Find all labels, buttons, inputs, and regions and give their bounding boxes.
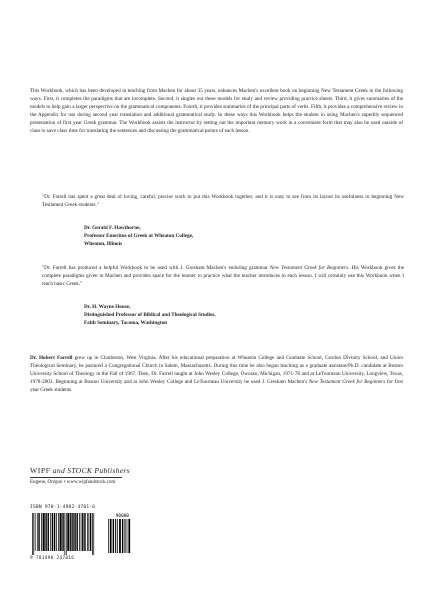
endorser-title: Professor Emeritus of Greek at Wheaton College,	[84, 232, 194, 239]
barcode-graphic	[30, 512, 131, 556]
barcode-addon-bar	[128, 519, 130, 553]
barcode-bar	[84, 513, 85, 551]
barcode-bar	[41, 513, 42, 551]
barcode-bar	[87, 513, 88, 551]
barcode-bar	[76, 513, 77, 551]
barcode-bar	[32, 513, 33, 555]
barcode-bar	[38, 513, 39, 551]
publisher-divider	[30, 477, 122, 478]
endorser-name: Dr. H. Wayne House,	[84, 304, 131, 310]
barcode-bar	[60, 513, 62, 551]
author-name: Dr. Hobert Farrell	[30, 355, 73, 361]
endorsement-attribution-2	[84, 304, 216, 328]
bio-text: grew up in Charleston, West Virginia. After his educational preparation at Wheaton College and Graduate School, Gordon Divinity School, and Union Theological Seminary, he pastured a Congregational Church in Salem, Massachusetts. During this time he also began teaching as a graduate assistant/Ph.D. candidate at Boston University School of Theology in the Fall of 1967. Then, Dr. Farrell taught at John Wesley College, Owosso, Michigan, 1971-78 and at LeTourneau University, Longview, Texas, 1978-2003. Beginning at Boston University and at John Wesley College and LeTourneau University he used J. Gresham Machen's	[30, 355, 403, 385]
barcode-addon-bar	[113, 519, 114, 553]
barcode-bar	[52, 513, 53, 551]
barcode-bar	[58, 513, 59, 551]
barcode-bar	[50, 513, 51, 551]
barcode-bar	[92, 513, 93, 555]
barcode-bar	[43, 513, 45, 551]
barcode-bar	[88, 513, 89, 551]
barcode-bar	[79, 513, 80, 551]
barcode-addon-bar	[110, 519, 112, 553]
barcode-bar	[93, 513, 94, 555]
endorsement-attribution-1	[84, 225, 193, 249]
barcode-bar	[56, 513, 57, 551]
isbn-label: ISBN 978-1-4982-4701-6	[30, 505, 96, 510]
endorsement-quote-1: "Dr. Farrell has spent a great deal of loving, careful, precise work to put this Workbook together, and it is easy to see from its layout its usefulness to beginning New Testament Greek students."	[42, 194, 404, 208]
barcode-bar	[33, 513, 34, 555]
author-bio	[30, 355, 403, 395]
barcode-bar	[66, 513, 67, 555]
barcode-addon-bar	[115, 519, 116, 553]
endorsement-quote-2	[42, 265, 404, 289]
barcode-bar	[72, 513, 73, 551]
barcode-bar	[74, 513, 75, 551]
barcode-bar	[35, 513, 36, 551]
endorser-title: Distinguished Professor of Biblical and Theological Studies,	[84, 311, 216, 318]
barcode-bar	[81, 513, 82, 551]
endorser-place: Faith Seminary, Tacoma, Washington	[84, 319, 168, 326]
barcode-digits: 9 781498 247016	[30, 556, 75, 561]
barcode-bar	[48, 513, 49, 551]
barcode-bar	[82, 513, 83, 551]
endorser-name: Dr. Gerald F. Hawthorne,	[84, 225, 141, 231]
barcode-bar	[90, 513, 91, 551]
publisher-address: Eugene, Oregon • www.wipfandstock.com	[30, 480, 116, 485]
isbn-barcode	[30, 505, 131, 567]
barcode-bar	[70, 513, 71, 551]
quote-text: His Workbook gives the complete paradigms given in Machen and provides space for the learner to practice what the teacher introduces in each lesson. I will certainly use this Workbook when I teach basic Greek."	[42, 265, 405, 287]
barcode-addon-bar	[117, 519, 118, 553]
price-code: 90000	[115, 514, 129, 519]
barcode-bar	[67, 513, 69, 551]
endorser-place: Wheaton, Illinois	[84, 240, 123, 247]
quote-book-title: New Testament Greek for Beginners.	[269, 265, 350, 271]
barcode-bar	[54, 513, 55, 551]
bio-text: for first year Greek students.	[30, 378, 404, 393]
barcode-bar	[45, 513, 46, 551]
barcode-addon-bar	[108, 519, 109, 553]
publisher-name: WIPF and STOCK Publishers	[30, 466, 130, 475]
barcode-addon-bar	[124, 519, 125, 553]
publisher-block	[30, 466, 190, 486]
barcode-addon-bar	[122, 519, 123, 553]
quote-text: "Dr. Farrell has produced a helpful Workbook to be used with J. Gresham Machen's enduring grammar	[42, 265, 270, 271]
barcode-addon-bar	[127, 519, 128, 553]
barcode-bar	[64, 513, 65, 555]
barcode-bar	[37, 513, 38, 551]
book-description: This Workbook, which has been developed in teaching from Machen for about 35 years, enhances Machen's excellent book on beginning New Testament Greek in the following ways. First, it completes the paradigms that are incomplete. Second, it singles out these models for study and review providing practice sheets. Third, it gives summaries of the models to help gain a larger perspective on the grammatical components. Fourth, it provides summaries of the principal parts of verbs. Fifth, it provides a comprehensive review in the Appendix for use during second year translation and additional grammatical study. In these ways this Workbook helps the student in using Machen's superbly sequenced presentation of first year Greek grammar. The Workbook assists the instructor by setting out the important memory work in a convenient form that may also be used outside of class to save class time for translating the sentences and discussing the grammatical points of each lesson.	[30, 88, 403, 134]
barcode-bar	[62, 513, 63, 551]
bio-book-title: New Testament Greek for Beginners	[308, 378, 386, 385]
barcode-addon-bar	[119, 519, 121, 553]
